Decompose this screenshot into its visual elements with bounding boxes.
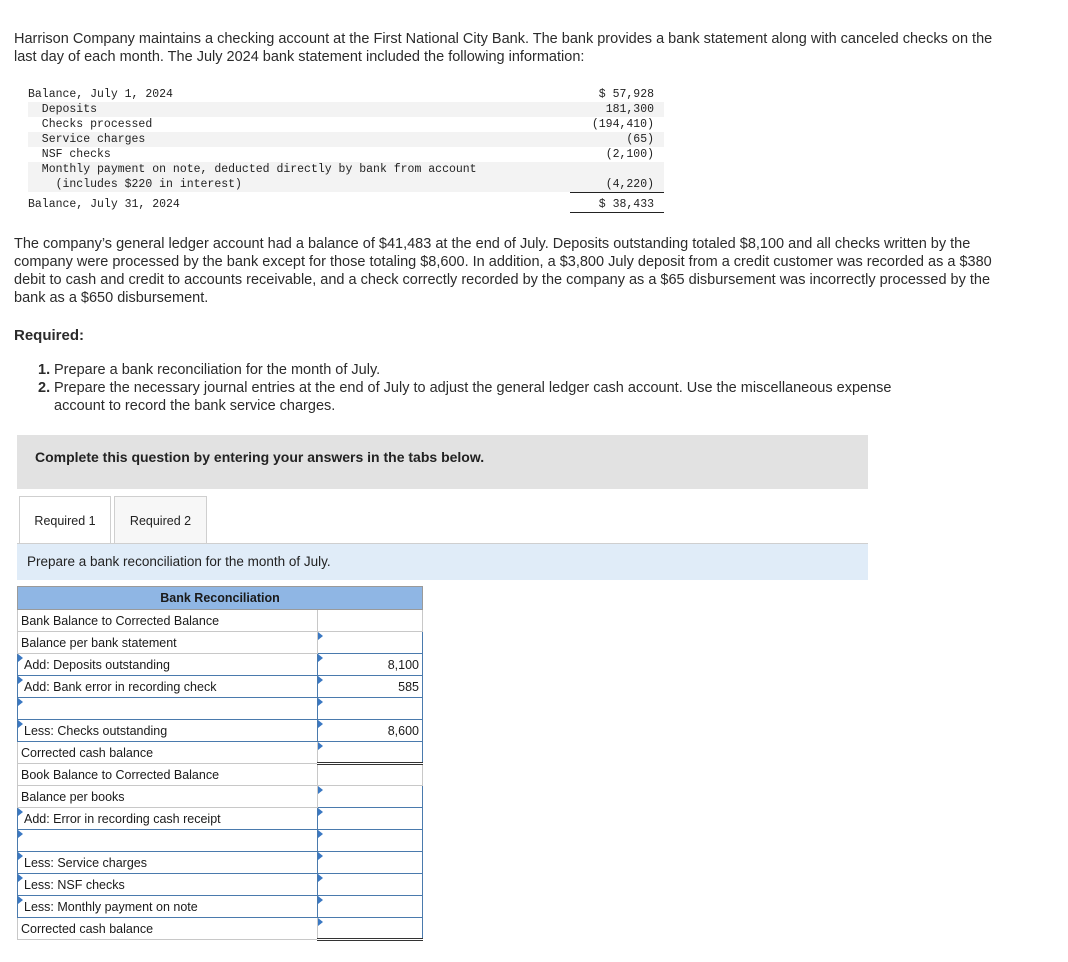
input-flag-icon	[318, 896, 323, 904]
table-row	[18, 852, 423, 874]
label-select[interactable]	[21, 720, 317, 741]
table-row	[18, 896, 423, 918]
required-item: 2. Prepare the necessary journal entries at the end of July to adjust the general ledger cash account. Use the miscellaneous expense account to record the bank service charges.	[38, 380, 892, 414]
label-select[interactable]	[21, 874, 317, 895]
statement-row: Balance, July 31, 2024 $ 38,433	[28, 197, 664, 212]
table-row	[18, 742, 423, 764]
label-select[interactable]	[21, 654, 317, 675]
amount-input[interactable]	[318, 676, 422, 697]
input-flag-icon	[318, 632, 323, 640]
label-select[interactable]	[21, 676, 317, 697]
amount-input[interactable]	[318, 654, 422, 675]
row-amount	[318, 764, 423, 786]
table-row	[18, 786, 423, 808]
table-row	[18, 830, 423, 852]
row-amount[interactable]	[318, 874, 423, 896]
row-label[interactable]	[18, 852, 318, 874]
input-flag-icon	[318, 874, 323, 882]
table-row	[18, 676, 423, 698]
table-row	[18, 720, 423, 742]
table-row	[18, 654, 423, 676]
instruction-banner: Complete this question by entering your answers in the tabs below.	[17, 435, 868, 489]
input-flag-icon	[318, 720, 323, 728]
table-row	[18, 610, 423, 632]
statement-row: NSF checks (2,100)	[28, 148, 654, 161]
input-flag-icon	[318, 830, 323, 838]
table-row	[18, 808, 423, 830]
input-flag-icon	[318, 918, 323, 926]
row-label[interactable]	[18, 874, 318, 896]
label-select[interactable]	[21, 830, 317, 851]
amount-input[interactable]	[318, 852, 422, 873]
amount-input[interactable]	[318, 808, 422, 829]
input-flag-icon	[318, 808, 323, 816]
dropdown-flag-icon	[18, 830, 23, 838]
row-amount	[318, 610, 423, 632]
statement-row: Balance, July 1, 2024 $ 57,928	[28, 88, 654, 101]
bank-statement	[28, 87, 664, 212]
row-label[interactable]	[18, 676, 318, 698]
input-flag-icon	[318, 654, 323, 662]
row-amount[interactable]	[318, 852, 423, 874]
row-amount[interactable]	[318, 632, 423, 654]
row-label[interactable]	[18, 830, 318, 852]
dropdown-flag-icon	[18, 852, 23, 860]
row-amount[interactable]	[318, 654, 423, 676]
input-flag-icon	[318, 786, 323, 794]
row-label[interactable]	[18, 698, 318, 720]
row-amount[interactable]	[318, 742, 423, 764]
required-heading: Required:	[14, 327, 85, 344]
tab-required-1[interactable]: Required 1	[19, 496, 111, 544]
row-label: Corrected cash balance	[18, 918, 318, 940]
row-amount[interactable]	[318, 698, 423, 720]
amount-input[interactable]	[318, 720, 422, 741]
amount-input[interactable]	[318, 874, 422, 895]
dropdown-flag-icon	[18, 896, 23, 904]
problem-details: The company’s general ledger account had a balance of $41,483 at the end of July. Deposits outstanding totaled $8,100 and all checks written by the company were processed by the bank except for those totaling $8,600. In addition, a $3,800 July deposit from a credit customer was recorded as a $380 debit to cash and credit to accounts receivable, and a check correctly recorded by the company as a $65 disbursement was incorrectly processed by the bank as a $650 disbursement.	[14, 236, 992, 306]
required-list	[38, 361, 938, 415]
row-amount[interactable]	[318, 786, 423, 808]
input-flag-icon	[318, 698, 323, 706]
row-amount[interactable]	[318, 720, 423, 742]
row-amount[interactable]	[318, 918, 423, 940]
row-amount[interactable]	[318, 896, 423, 918]
row-label: Balance per bank statement	[18, 632, 318, 654]
tab-required-2[interactable]: Required 2	[114, 496, 207, 543]
label-select[interactable]	[21, 808, 317, 829]
amount-input[interactable]	[318, 742, 422, 762]
input-flag-icon	[318, 852, 323, 860]
table-row	[18, 874, 423, 896]
row-label: Balance per books	[18, 786, 318, 808]
dropdown-flag-icon	[18, 720, 23, 728]
tab-prompt: Prepare a bank reconciliation for the month of July.	[17, 544, 868, 580]
row-amount[interactable]	[318, 808, 423, 830]
table-row	[18, 632, 423, 654]
table-row	[18, 764, 423, 786]
problem-intro: Harrison Company maintains a checking account at the First National City Bank. The bank provides a bank statement along with canceled checks on the last day of each month. The July 2024 bank statement included the following information:	[14, 31, 993, 65]
row-label[interactable]	[18, 654, 318, 676]
row-label[interactable]	[18, 720, 318, 742]
amount-input[interactable]	[318, 632, 422, 653]
dropdown-flag-icon	[18, 654, 23, 662]
statement-row: Service charges (65)	[28, 132, 664, 147]
row-label: Book Balance to Corrected Balance	[18, 764, 318, 786]
amount-input[interactable]	[318, 786, 422, 807]
table-title: Bank Reconciliation	[18, 587, 423, 610]
input-flag-icon	[318, 676, 323, 684]
row-label: Corrected cash balance	[18, 742, 318, 764]
dropdown-flag-icon	[18, 698, 23, 706]
label-select[interactable]	[21, 852, 317, 873]
amount-input[interactable]	[318, 830, 422, 851]
input-flag-icon	[318, 742, 323, 750]
required-item: 1. Prepare a bank reconciliation for the month of July.	[38, 362, 381, 378]
row-amount[interactable]	[318, 676, 423, 698]
amount-input[interactable]	[318, 918, 422, 938]
amount-input[interactable]	[318, 896, 422, 917]
table-row	[18, 698, 423, 720]
statement-row: Deposits 181,300	[28, 102, 664, 117]
dropdown-flag-icon	[18, 874, 23, 882]
amount-input[interactable]	[318, 698, 422, 719]
label-select[interactable]	[21, 896, 317, 917]
row-amount[interactable]	[318, 830, 423, 852]
row-label[interactable]	[18, 896, 318, 918]
row-label[interactable]	[18, 808, 318, 830]
bank-reconciliation-table	[17, 586, 423, 941]
label-select[interactable]	[21, 698, 317, 719]
dropdown-flag-icon	[18, 676, 23, 684]
statement-row: Monthly payment on note, deducted directly by bank from account (includes $220 in interest) (4,220)	[28, 162, 664, 192]
dropdown-flag-icon	[18, 808, 23, 816]
table-row	[18, 918, 423, 940]
row-label: Bank Balance to Corrected Balance	[18, 610, 318, 632]
statement-row: Checks processed (194,410)	[28, 118, 654, 131]
